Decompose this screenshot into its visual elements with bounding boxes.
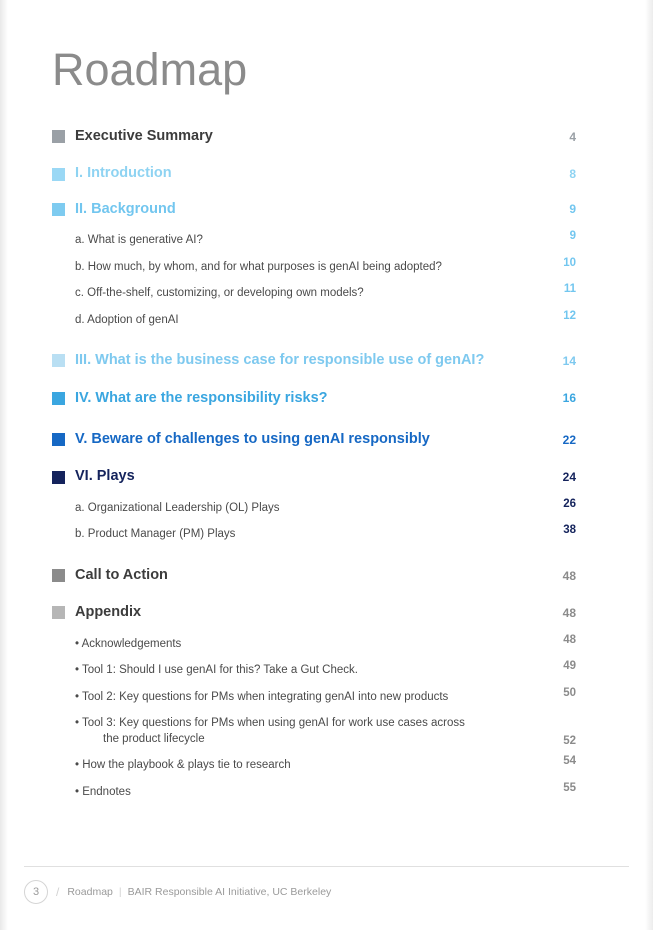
spacer xyxy=(52,218,576,230)
toc-subentry-page: 48 xyxy=(563,633,576,646)
toc-subentry-label: a. Organizational Leadership (OL) Plays xyxy=(75,501,280,514)
toc-subentry-tool-1[interactable] xyxy=(52,660,576,679)
toc-subentry-what-is-generative-ai[interactable] xyxy=(52,230,576,249)
page-edge-shadow-left xyxy=(0,0,8,930)
toc-subentry-label: c. Off-the-shelf, customizing, or developing own models? xyxy=(75,287,364,300)
bullet-square-icon xyxy=(52,392,65,405)
spacer xyxy=(52,157,576,165)
spacer xyxy=(52,370,576,382)
toc-subentry-page: 50 xyxy=(563,686,576,699)
page-footer xyxy=(24,880,629,904)
toc-subentry-label: • Acknowledgements xyxy=(75,637,182,650)
footer-page-number: 3 xyxy=(24,880,48,904)
toc-subentry-page: 12 xyxy=(563,309,576,322)
toc-subentry-tool-3[interactable] xyxy=(52,713,576,747)
toc-subentry-page: 9 xyxy=(569,230,576,243)
spacer xyxy=(52,448,576,460)
toc-subentry-tool-2[interactable] xyxy=(52,687,576,706)
toc-subentry-label: d. Adoption of genAI xyxy=(75,313,179,326)
bullet-square-icon xyxy=(52,168,65,181)
spacer xyxy=(52,596,576,604)
toc-entry-label: III. What is the business case for responsible use of genAI? xyxy=(75,352,485,369)
toc-subentry-acknowledgements[interactable] xyxy=(52,634,576,653)
toc-subentry-label: b. Product Manager (PM) Plays xyxy=(75,528,236,541)
table-of-contents xyxy=(52,128,576,800)
toc-subentry-label-line2: the product lifecycle xyxy=(103,732,205,745)
toc-entry-label: V. Beware of challenges to using genAI responsibly xyxy=(75,431,430,448)
toc-entry-appendix[interactable] xyxy=(52,604,576,621)
spacer xyxy=(52,382,576,390)
spacer xyxy=(52,679,576,687)
toc-subentry-endnotes[interactable] xyxy=(52,782,576,801)
spacer xyxy=(52,774,576,782)
spacer xyxy=(52,555,576,567)
toc-entry-label: Appendix xyxy=(75,604,142,621)
toc-subentry-page: 10 xyxy=(563,256,576,269)
toc-subentry-label: • Tool 1: Should I use genAI for this? Take a Gut Check. xyxy=(75,664,358,677)
spacer xyxy=(52,622,576,634)
toc-subentry-page: 11 xyxy=(563,283,576,296)
toc-entry-label: II. Background xyxy=(75,200,176,217)
toc-entry-page: 4 xyxy=(569,129,576,144)
toc-subentry-page: 54 xyxy=(563,755,576,768)
toc-subentry-adoption-of-genai[interactable] xyxy=(52,310,576,329)
spacer xyxy=(52,486,576,498)
spacer xyxy=(52,543,576,555)
footer-divider xyxy=(24,866,629,867)
spacer xyxy=(52,145,576,157)
spacer xyxy=(52,407,576,419)
toc-entry-beware-of-challenges[interactable] xyxy=(52,431,576,448)
toc-entry-page: 48 xyxy=(562,605,576,620)
spacer xyxy=(52,340,576,352)
bullet-square-icon xyxy=(52,471,65,484)
toc-subentry-page: 38 xyxy=(563,524,576,537)
toc-subentry-off-the-shelf[interactable] xyxy=(52,283,576,302)
page-title: Roadmap xyxy=(52,44,248,95)
toc-subentry-page: 52 xyxy=(563,735,576,748)
toc-subentry-adoption-question[interactable] xyxy=(52,257,576,276)
spacer xyxy=(52,460,576,468)
spacer xyxy=(52,652,576,660)
spacer xyxy=(52,183,576,195)
toc-entry-label: IV. What are the responsibility risks? xyxy=(75,389,328,406)
toc-entry-label: I. Introduction xyxy=(75,165,172,182)
toc-entry-responsibility-risks[interactable] xyxy=(52,390,576,407)
toc-subentry-label: • Tool 2: Key questions for PMs when integrating genAI into new products xyxy=(75,690,449,703)
spacer xyxy=(52,275,576,283)
toc-entry-page: 24 xyxy=(562,470,576,485)
footer-separator: | xyxy=(118,886,122,898)
spacer xyxy=(52,747,576,755)
bullet-square-icon xyxy=(52,354,65,367)
toc-subentry-label: • Tool 3: Key questions for PMs when using genAI for work use cases across xyxy=(75,717,465,730)
spacer xyxy=(52,705,576,713)
spacer xyxy=(52,419,576,431)
toc-entry-page: 16 xyxy=(562,391,576,406)
footer-source: BAIR Responsible AI Initiative, UC Berkeley xyxy=(127,886,332,898)
toc-subentry-label: b. How much, by whom, and for what purposes is genAI being adopted? xyxy=(75,260,442,273)
toc-entry-plays[interactable] xyxy=(52,468,576,485)
spacer xyxy=(52,249,576,257)
toc-entry-page: 48 xyxy=(562,568,576,583)
toc-entry-label: Executive Summary xyxy=(75,128,213,144)
spacer xyxy=(52,516,576,524)
bullet-square-icon xyxy=(52,203,65,216)
spacer xyxy=(52,584,576,596)
toc-entry-page: 8 xyxy=(569,167,576,182)
toc-subentry-page: 26 xyxy=(563,497,576,510)
toc-entry-page: 22 xyxy=(562,432,576,447)
toc-entry-background[interactable] xyxy=(52,201,576,218)
toc-entry-introduction[interactable] xyxy=(52,165,576,182)
toc-subentry-label: • How the playbook & plays tie to research xyxy=(75,759,291,772)
bullet-square-icon xyxy=(52,569,65,582)
toc-entry-call-to-action[interactable] xyxy=(52,567,576,584)
bullet-square-icon xyxy=(52,606,65,619)
toc-subentry-page: 49 xyxy=(563,660,576,673)
footer-slash: / xyxy=(56,885,60,899)
toc-subentry-label: a. What is generative AI? xyxy=(75,234,203,247)
page-edge-shadow-right xyxy=(645,0,653,930)
bullet-square-icon xyxy=(52,130,65,143)
spacer xyxy=(52,328,576,340)
toc-subentry-label: • Endnotes xyxy=(75,785,131,798)
toc-entry-page: 14 xyxy=(562,353,576,368)
spacer xyxy=(52,302,576,310)
toc-subentry-pm-plays[interactable] xyxy=(52,524,576,543)
toc-entry-page: 9 xyxy=(569,202,576,217)
toc-entry-executive-summary[interactable] xyxy=(52,128,576,145)
bullet-square-icon xyxy=(52,433,65,446)
footer-doc-name: Roadmap xyxy=(67,886,113,898)
toc-entry-business-case[interactable] xyxy=(52,352,576,369)
toc-entry-label: VI. Plays xyxy=(75,468,135,485)
toc-subentry-ol-plays[interactable] xyxy=(52,498,576,517)
toc-subentry-page: 55 xyxy=(563,781,576,794)
toc-subentry-playbook-research[interactable] xyxy=(52,755,576,774)
toc-entry-label: Call to Action xyxy=(75,566,168,583)
